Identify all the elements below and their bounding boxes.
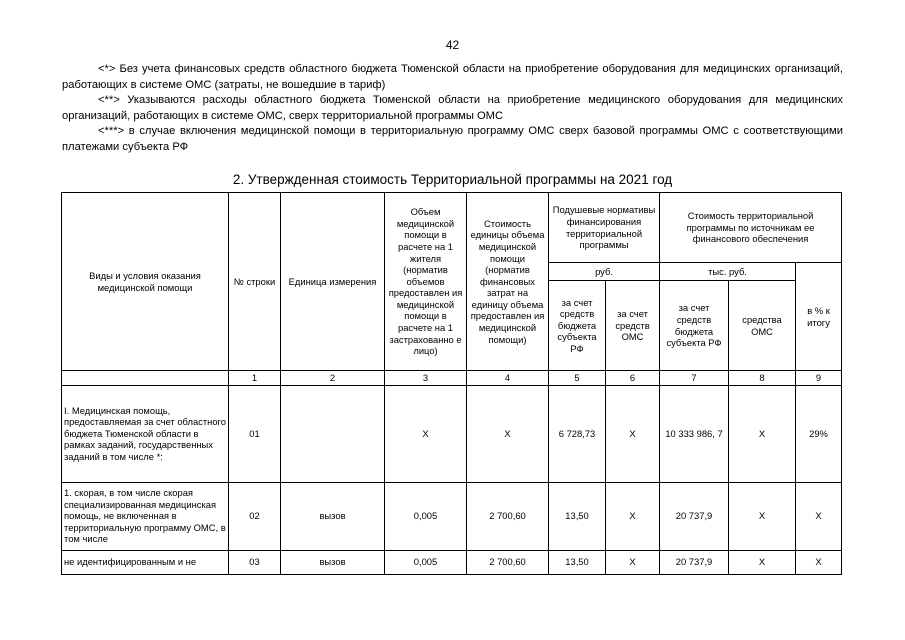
row-unit xyxy=(281,385,385,482)
row-percent: 29% xyxy=(796,385,842,482)
row-percent: X xyxy=(796,482,842,550)
row-unit-cost: 2 700,60 xyxy=(467,550,549,574)
row-unit: вызов xyxy=(281,550,385,574)
header-rub: руб. xyxy=(549,263,660,281)
row-volume: 0,005 xyxy=(385,550,467,574)
row-unit: вызов xyxy=(281,482,385,550)
column-number: 6 xyxy=(606,371,660,386)
column-number: 8 xyxy=(729,371,796,386)
column-number: 9 xyxy=(796,371,842,386)
header-types: Виды и условия оказания медицинской помощи xyxy=(62,193,229,371)
row-name: не идентифицированным и не xyxy=(62,550,229,574)
header-per-capita: Подушевые нормативы финансирования территориальной программы xyxy=(549,193,660,263)
section-title: 2. Утвержденная стоимость Территориальной программы на 2021 год xyxy=(232,172,673,187)
row-volume: X xyxy=(385,385,467,482)
row-oms-thousand: X xyxy=(729,482,796,550)
row-number: 01 xyxy=(229,385,281,482)
row-percent: X xyxy=(796,550,842,574)
row-number: 02 xyxy=(229,482,281,550)
row-number: 03 xyxy=(229,550,281,574)
row-budget-thousand: 10 333 986, 7 xyxy=(660,385,729,482)
row-budget-rub: 6 728,73 xyxy=(549,385,606,482)
header-volume: Объем медицинской помощи в расчете на 1 жителя (норматив объемов предоставлен ия медицинской помощи в расчете на 1 застрахованно е лицо) xyxy=(385,193,467,371)
row-oms-thousand: X xyxy=(729,385,796,482)
column-number: 5 xyxy=(549,371,606,386)
row-oms-rub: X xyxy=(606,385,660,482)
column-number-row xyxy=(62,371,842,386)
header-oms-funds-2: средства ОМС xyxy=(729,281,796,371)
row-oms-rub: X xyxy=(606,482,660,550)
table-row xyxy=(62,385,842,482)
header-unit-cost: Стоимость единицы объема медицинской помощи (норматив финансовых затрат на единицу объема предоставлен ия медицинской помощи) xyxy=(467,193,549,371)
header-oms-funds: за счет средств ОМС xyxy=(606,281,660,371)
footnote: <***> в случае включения медицинской помощи в территориальную программу ОМС сверх базовой программы ОМС с соответствующими платежами субъекта РФ xyxy=(62,125,843,153)
header-row xyxy=(62,193,842,263)
column-number: 7 xyxy=(660,371,729,386)
column-number-empty xyxy=(62,371,229,386)
header-thousand-rub: тыс. руб. xyxy=(660,263,796,281)
table-row xyxy=(62,550,842,574)
footnotes xyxy=(62,62,843,155)
cost-table xyxy=(61,192,842,575)
header-percent-total: в % к итогу xyxy=(796,263,842,371)
header-budget-funds-2: за счет средств бюджета субъекта РФ xyxy=(660,281,729,371)
column-number: 2 xyxy=(281,371,385,386)
row-budget-thousand: 20 737,9 xyxy=(660,482,729,550)
column-number: 1 xyxy=(229,371,281,386)
row-unit-cost: 2 700,60 xyxy=(467,482,549,550)
row-oms-rub: X xyxy=(606,550,660,574)
header-cost-by-source: Стоимость территориальной программы по источникам ее финансового обеспечения xyxy=(660,193,842,263)
header-unit: Единица измерения xyxy=(281,193,385,371)
table-row xyxy=(62,482,842,550)
column-number: 4 xyxy=(467,371,549,386)
row-budget-rub: 13,50 xyxy=(549,482,606,550)
row-budget-rub: 13,50 xyxy=(549,550,606,574)
header-row-no: № строки xyxy=(229,193,281,371)
row-name: 1. скорая, в том числе скорая специализированная медицинская помощь, не включенная в территориальную программу ОМС, в том числе xyxy=(62,482,229,550)
page-number: 42 xyxy=(445,38,460,52)
footnote: <*> Без учета финансовых средств областного бюджета Тюменской области на приобретение оборудования для медицинских организаций, работающих в системе ОМС (затраты, не вошедшие в тариф) xyxy=(62,63,843,91)
footnote: <**> Указываются расходы областного бюджета Тюменской области на приобретение медицинского оборудования для медицинских организаций, работающих в системе ОМС, сверх территориальной программы ОМС xyxy=(62,94,843,122)
row-unit-cost: X xyxy=(467,385,549,482)
column-number: 3 xyxy=(385,371,467,386)
row-volume: 0,005 xyxy=(385,482,467,550)
row-oms-thousand: X xyxy=(729,550,796,574)
row-name: I. Медицинская помощь, предоставляемая за счет областного бюджета Тюменской области в рамках заданий, государственных заданий в том числе *: xyxy=(62,385,229,482)
row-budget-thousand: 20 737,9 xyxy=(660,550,729,574)
header-budget-funds: за счет средств бюджета субъекта РФ xyxy=(549,281,606,371)
